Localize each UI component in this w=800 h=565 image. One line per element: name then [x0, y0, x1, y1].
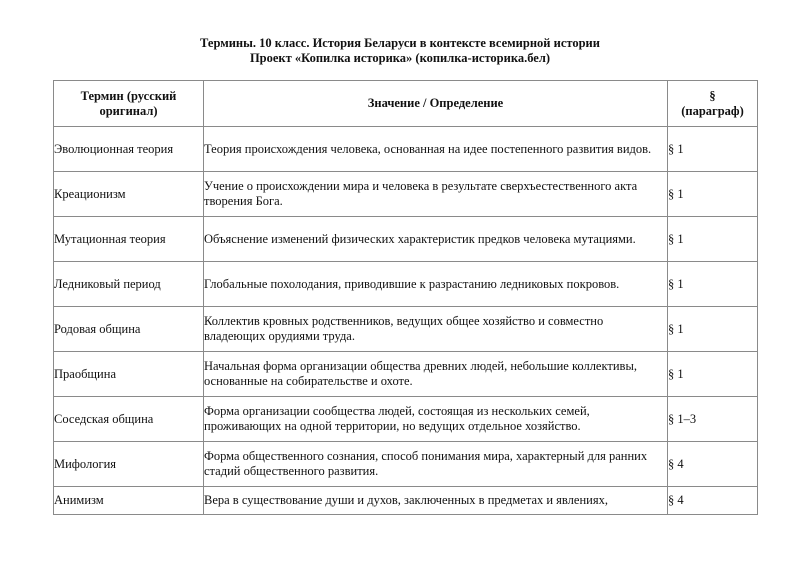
- document-title: [0, 36, 800, 66]
- term-cell: Мифология: [54, 442, 204, 487]
- term-cell: Родовая община: [54, 307, 204, 352]
- paragraph-cell: § 4: [668, 487, 758, 515]
- paragraph-cell: § 1–3: [668, 397, 758, 442]
- table-row: [54, 127, 758, 172]
- table-row: [54, 217, 758, 262]
- table-row: [54, 262, 758, 307]
- table-row: [54, 352, 758, 397]
- paragraph-cell: § 4: [668, 442, 758, 487]
- term-cell: Анимизм: [54, 487, 204, 515]
- definition-cell: Форма организации сообщества людей, состоящая из нескольких семей, проживающих на одной территории, но ведущих отдельное хозяйство.: [204, 397, 668, 442]
- definition-cell: Коллектив кровных родственников, ведущих общее хозяйство и совместно владеющих орудиями труда.: [204, 307, 668, 352]
- table-row: [54, 307, 758, 352]
- header-definition: Значение / Определение: [204, 81, 668, 127]
- definition-cell: Форма общественного сознания, способ понимания мира, характерный для ранних стадий общественного развития.: [204, 442, 668, 487]
- header-paragraph-line-2: (параграф): [681, 103, 744, 118]
- term-cell: Эволюционная теория: [54, 127, 204, 172]
- table-header-row: [54, 81, 758, 127]
- term-cell: Ледниковый период: [54, 262, 204, 307]
- header-term-line-2: оригинал): [99, 103, 158, 118]
- paragraph-cell: § 1: [668, 352, 758, 397]
- definition-cell: Учение о происхождении мира и человека в результате сверхъестественного акта творения Бога.: [204, 172, 668, 217]
- paragraph-cell: § 1: [668, 217, 758, 262]
- term-cell: Праобщина: [54, 352, 204, 397]
- header-paragraph: [668, 81, 758, 127]
- table-row: [54, 487, 758, 515]
- definition-cell: Вера в существование души и духов, заключенных в предметах и явлениях,: [204, 487, 668, 515]
- title-line-2: Проект «Копилка историка» (копилка-историка.бел): [249, 51, 551, 65]
- term-cell: Соседская община: [54, 397, 204, 442]
- paragraph-cell: § 1: [668, 127, 758, 172]
- definition-cell: Глобальные похолодания, приводившие к разрастанию ледниковых покровов.: [204, 262, 668, 307]
- table-row: [54, 172, 758, 217]
- table-row: [54, 397, 758, 442]
- header-term: [54, 81, 204, 127]
- definition-cell: Теория происхождения человека, основанная на идее постепенного развития видов.: [204, 127, 668, 172]
- term-cell: Креационизм: [54, 172, 204, 217]
- paragraph-cell: § 1: [668, 172, 758, 217]
- title-line-1: Термины. 10 класс. История Беларуси в контексте всемирной истории: [200, 36, 600, 50]
- paragraph-cell: § 1: [668, 262, 758, 307]
- header-term-line-1: Термин (русский: [80, 88, 177, 103]
- terms-table: [53, 80, 758, 515]
- definition-cell: Начальная форма организации общества древних людей, небольшие коллективы, основанные на собирательстве и охоте.: [204, 352, 668, 397]
- header-paragraph-line-1: §: [709, 88, 716, 103]
- term-cell: Мутационная теория: [54, 217, 204, 262]
- definition-cell: Объяснение изменений физических характеристик предков человека мутациями.: [204, 217, 668, 262]
- table-row: [54, 442, 758, 487]
- paragraph-cell: § 1: [668, 307, 758, 352]
